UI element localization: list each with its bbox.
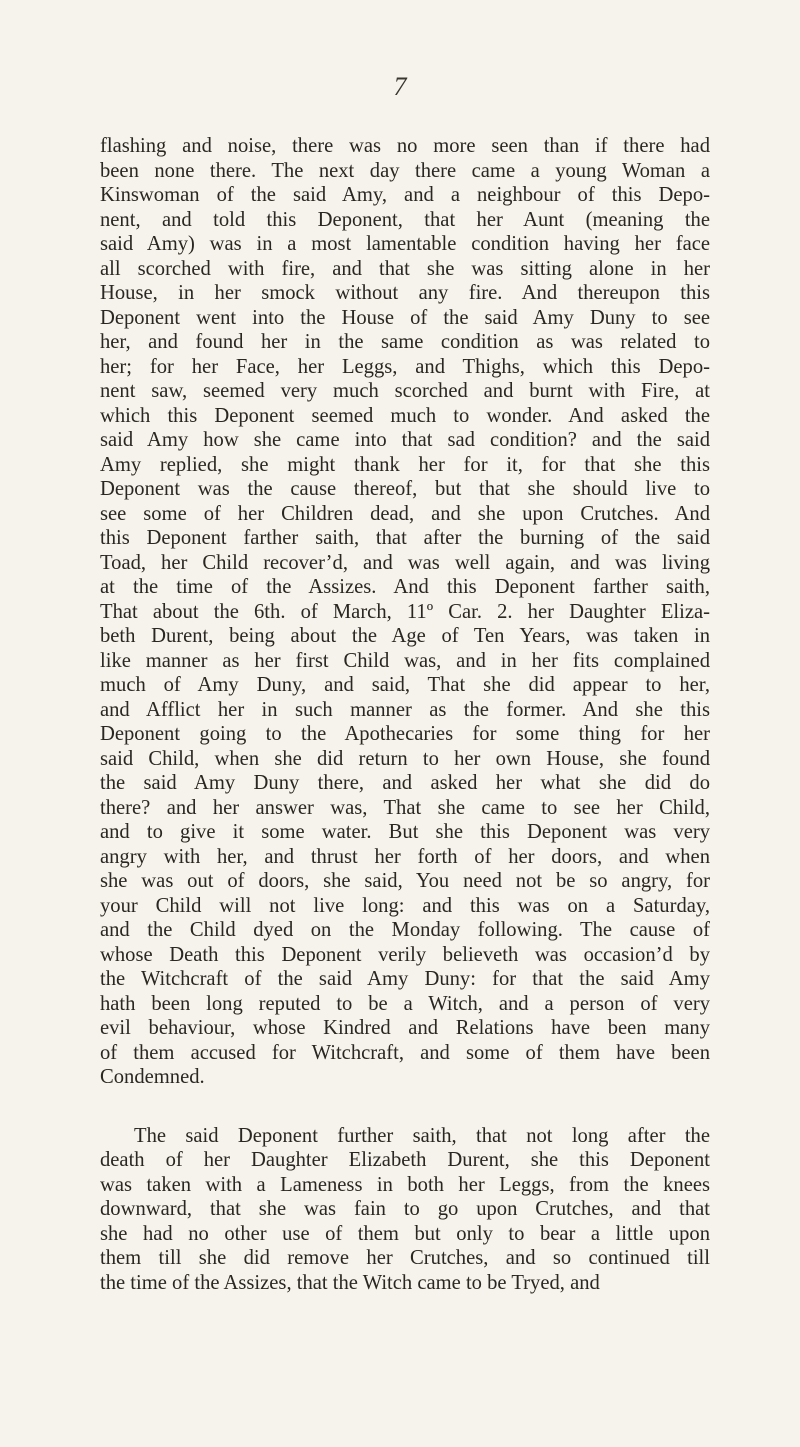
text-line: said Amy) was in a most lamentable condition having her face — [100, 233, 710, 255]
text-line: much of Amy Duny, and said, That she did appear to her, — [100, 674, 710, 696]
text-line: Deponent going to the Apothecaries for some thing for her — [100, 723, 710, 745]
text-line: whose Death this Deponent verily believeth was occasion’d by — [100, 943, 710, 966]
text-line: of them accused for Witchcraft, and some of them have been — [100, 1041, 710, 1064]
paragraph — [100, 134, 710, 1090]
text-line: and to give it some water. But she this Deponent was very — [100, 821, 710, 843]
text-line: said Amy how she came into that sad condition? and the said — [100, 429, 710, 451]
text-line: The said Deponent further saith, that not long after the — [134, 1124, 710, 1147]
text-line: downward, that she was fain to go upon Crutches, and that — [100, 1198, 710, 1220]
text-line: this Deponent farther saith, that after the burning of the said — [100, 527, 710, 549]
text-line: death of her Daughter Elizabeth Durent, she this Deponent — [100, 1149, 710, 1171]
text-line: and the Child dyed on the Monday following. The cause of — [100, 919, 710, 941]
text-line: her; for her Face, her Leggs, and Thighs, which this Depo- — [100, 355, 710, 378]
text-line: nent saw, seemed very much scorched and burnt with Fire, at — [100, 380, 710, 402]
text-line: Deponent went into the House of the said Amy Duny to see — [100, 306, 710, 329]
text-line: hath been long reputed to be a Witch, and a person of very — [100, 992, 710, 1015]
text-line: the time of the Assizes, that the Witch came to be Tryed, and — [100, 1271, 600, 1294]
text-line: evil behaviour, whose Kindred and Relations have been many — [100, 1017, 710, 1039]
text-line: your Child will not live long: and this was on a Saturday, — [100, 894, 710, 917]
text-line: said Child, when she did return to her own House, she found — [100, 747, 710, 770]
text-line: the Witchcraft of the said Amy Duny: for that the said Amy — [100, 968, 710, 990]
text-line: she was out of doors, she said, You need not be so angry, for — [100, 870, 710, 892]
text-line: been none there. The next day there came a young Woman a — [100, 159, 710, 182]
text-line: Amy replied, she might thank her for it, for that she this — [100, 453, 710, 476]
text-line: like manner as her first Child was, and in her fits complained — [100, 649, 710, 672]
text-line: nent, and told this Deponent, that her Aunt (meaning the — [100, 208, 710, 231]
text-line: beth Durent, being about the Age of Ten Years, was taken in — [100, 625, 710, 647]
text-line: which this Deponent seemed much to wonder. And asked the — [100, 404, 710, 427]
text-line: all scorched with fire, and that she was sitting alone in her — [100, 257, 710, 280]
page-number: 7 — [393, 72, 407, 101]
text-line: them till she did remove her Crutches, and so continued till — [100, 1247, 710, 1269]
text-line: was taken with a Lameness in both her Leggs, from the knees — [100, 1173, 710, 1196]
body-text — [100, 134, 710, 1295]
text-line: flashing and noise, there was no more seen than if there had — [100, 135, 710, 157]
paragraph — [100, 1124, 710, 1296]
text-line: Condemned. — [100, 1066, 205, 1088]
text-line: see some of her Children dead, and she upon Crutches. And — [100, 502, 710, 525]
text-line: That about the 6th. of March, 11º Car. 2. her Daughter Eliza- — [100, 600, 710, 623]
paragraph-gap — [100, 1090, 710, 1124]
text-line: the said Amy Duny there, and asked her what she did do — [100, 772, 710, 794]
text-line: she had no other use of them but only to bear a little upon — [100, 1222, 710, 1245]
text-line: Deponent was the cause thereof, but that she should live to — [100, 478, 710, 500]
text-line: at the time of the Assizes. And this Deponent farther saith, — [100, 576, 710, 598]
text-line: there? and her answer was, That she came to see her Child, — [100, 796, 710, 819]
text-line: Kinswoman of the said Amy, and a neighbour of this Depo- — [100, 184, 710, 206]
text-line: House, in her smock without any fire. And thereupon this — [100, 282, 710, 304]
text-line: her, and found her in the same condition as was related to — [100, 331, 710, 353]
text-line: and Afflict her in such manner as the former. And she this — [100, 698, 710, 721]
text-line: angry with her, and thrust her forth of her doors, and when — [100, 845, 710, 868]
text-line: Toad, her Child recover’d, and was well again, and was living — [100, 551, 710, 574]
